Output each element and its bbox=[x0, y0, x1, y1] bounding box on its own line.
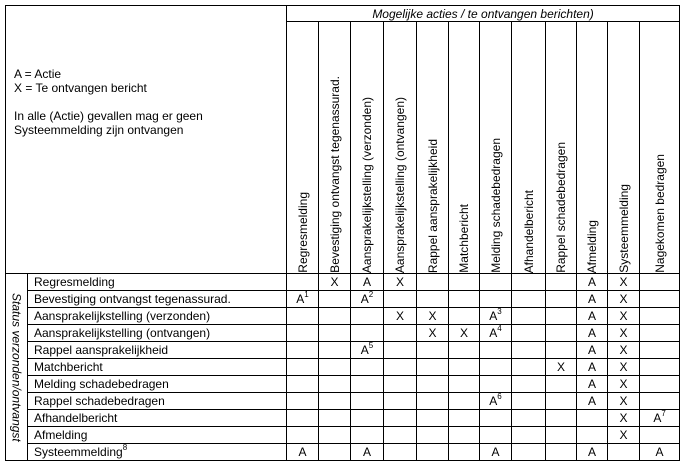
column-header-label: Nagekomen bedragen bbox=[652, 154, 667, 273]
cell-value: X bbox=[619, 292, 628, 306]
matrix-cell bbox=[640, 410, 680, 427]
table-row bbox=[6, 376, 680, 393]
row-label-text: Afmelding bbox=[34, 428, 88, 442]
matrix-cell bbox=[319, 274, 351, 291]
matrix-cell bbox=[512, 410, 546, 427]
row-label-text: Matchbericht bbox=[34, 360, 103, 374]
column-header-label: Regresmelding bbox=[295, 192, 310, 273]
matrix-cell bbox=[449, 393, 480, 410]
column-header-label: Rappel schadebedragen bbox=[554, 142, 568, 273]
matrix-cell bbox=[319, 291, 351, 308]
matrix-cell bbox=[287, 274, 319, 291]
column-header bbox=[287, 22, 319, 274]
matrix-cell bbox=[640, 342, 680, 359]
matrix-cell bbox=[384, 393, 417, 410]
footnote-marker: 5 bbox=[368, 341, 374, 350]
row-label bbox=[28, 359, 287, 376]
actions-header: Mogelijke acties / te ontvangen berichten) bbox=[287, 6, 680, 22]
matrix-cell bbox=[351, 359, 384, 376]
matrix-cell bbox=[608, 325, 640, 342]
column-header bbox=[384, 22, 417, 274]
matrix-cell bbox=[608, 393, 640, 410]
column-header bbox=[546, 22, 577, 274]
matrix-cell bbox=[287, 376, 319, 393]
cell-value: A bbox=[489, 326, 498, 340]
matrix-cell bbox=[319, 376, 351, 393]
column-header-label: Bevestiging ontvangst tegenassurad. bbox=[327, 76, 342, 273]
column-header bbox=[577, 22, 608, 274]
cell-value: A bbox=[587, 394, 596, 408]
cell-value: X bbox=[428, 326, 437, 340]
cell-value: X bbox=[619, 343, 628, 357]
matrix-cell bbox=[577, 444, 608, 461]
matrix-cell bbox=[577, 342, 608, 359]
matrix-cell bbox=[608, 410, 640, 427]
cell-value: A bbox=[587, 326, 596, 340]
matrix-cell bbox=[577, 393, 608, 410]
table-row bbox=[6, 274, 680, 291]
matrix-cell bbox=[287, 359, 319, 376]
matrix-cell bbox=[546, 393, 577, 410]
matrix-cell bbox=[351, 427, 384, 444]
matrix-cell bbox=[512, 291, 546, 308]
matrix-cell bbox=[608, 359, 640, 376]
matrix-cell bbox=[577, 376, 608, 393]
cell-value: X bbox=[619, 275, 628, 289]
matrix-cell bbox=[512, 359, 546, 376]
cell-value: X bbox=[619, 360, 628, 374]
row-label bbox=[28, 444, 287, 461]
matrix-cell bbox=[351, 342, 384, 359]
column-header bbox=[608, 22, 640, 274]
matrix-cell bbox=[577, 325, 608, 342]
column-header-label: Rappel aansprakelijkheid bbox=[425, 138, 440, 273]
matrix-cell bbox=[384, 325, 417, 342]
column-header-label: Afhandelbericht bbox=[521, 189, 536, 273]
row-label-text: Aansprakelijkstelling (verzonden) bbox=[34, 309, 211, 323]
matrix-cell bbox=[480, 444, 512, 461]
status-label-cell bbox=[6, 274, 28, 461]
cell-value: A bbox=[491, 445, 500, 459]
column-header bbox=[480, 22, 512, 274]
footnote-marker: 1 bbox=[304, 290, 309, 299]
matrix-cell bbox=[417, 376, 449, 393]
matrix-cell bbox=[384, 444, 417, 461]
matrix-cell bbox=[512, 427, 546, 444]
column-header bbox=[319, 22, 351, 274]
matrix-cell bbox=[480, 274, 512, 291]
cell-value: A bbox=[587, 343, 596, 357]
matrix-cell bbox=[417, 308, 449, 325]
legend-action: A = Actie bbox=[14, 67, 62, 81]
matrix-cell bbox=[384, 308, 417, 325]
table-row bbox=[6, 444, 680, 461]
status-action-matrix bbox=[5, 5, 680, 461]
matrix-cell bbox=[287, 325, 319, 342]
cell-value: A bbox=[296, 292, 305, 306]
row-label-text: Melding schadebedragen bbox=[34, 377, 169, 391]
table-row bbox=[6, 359, 680, 376]
matrix-cell bbox=[384, 410, 417, 427]
footnote-marker: 8 bbox=[122, 443, 128, 452]
matrix-cell bbox=[319, 444, 351, 461]
matrix-cell bbox=[351, 444, 384, 461]
matrix-cell bbox=[384, 342, 417, 359]
matrix-cell bbox=[449, 376, 480, 393]
legend-note-line2: Systeemmelding zijn ontvangen bbox=[14, 123, 184, 137]
cell-value: A bbox=[360, 292, 369, 306]
legend-cell bbox=[6, 6, 287, 274]
matrix-cell bbox=[577, 359, 608, 376]
matrix-cell bbox=[287, 308, 319, 325]
row-label-text: Regresmelding bbox=[34, 275, 115, 289]
matrix-cell bbox=[287, 444, 319, 461]
matrix-cell bbox=[384, 274, 417, 291]
column-header-label: Aansprakelijkstelling (ontvangen) bbox=[393, 96, 407, 273]
cell-value: A bbox=[362, 445, 371, 459]
matrix-cell bbox=[608, 376, 640, 393]
table-row bbox=[6, 325, 680, 342]
cell-value: X bbox=[330, 275, 339, 289]
matrix-cell bbox=[417, 410, 449, 427]
matrix-cell bbox=[640, 376, 680, 393]
matrix-cell bbox=[577, 291, 608, 308]
matrix-cell bbox=[480, 359, 512, 376]
matrix-cell bbox=[351, 291, 384, 308]
matrix-cell bbox=[608, 342, 640, 359]
matrix-cell bbox=[384, 291, 417, 308]
matrix-cell bbox=[480, 308, 512, 325]
matrix-cell bbox=[512, 325, 546, 342]
matrix-cell bbox=[546, 325, 577, 342]
matrix-cell bbox=[449, 325, 480, 342]
matrix-cell bbox=[449, 274, 480, 291]
cell-value: A bbox=[298, 445, 307, 459]
cell-value: X bbox=[619, 377, 628, 391]
matrix-cell bbox=[640, 444, 680, 461]
matrix-cell bbox=[577, 308, 608, 325]
matrix-cell bbox=[417, 359, 449, 376]
cell-value: X bbox=[459, 326, 468, 340]
matrix-cell bbox=[417, 342, 449, 359]
matrix-cell bbox=[351, 274, 384, 291]
table-row bbox=[6, 342, 680, 359]
matrix-cell bbox=[546, 342, 577, 359]
cell-value: X bbox=[395, 275, 404, 289]
column-header-label: Aansprakelijkstelling (verzonden) bbox=[360, 96, 374, 273]
matrix-cell bbox=[319, 325, 351, 342]
matrix-cell bbox=[546, 427, 577, 444]
matrix-cell bbox=[608, 291, 640, 308]
matrix-cell bbox=[640, 325, 680, 342]
legend-note-line1: In alle (Actie) gevallen mag er geen bbox=[14, 109, 203, 123]
column-header bbox=[512, 22, 546, 274]
matrix-cell bbox=[608, 444, 640, 461]
cell-value: A bbox=[587, 309, 596, 323]
cell-value: A bbox=[587, 360, 596, 374]
cell-value: A bbox=[655, 445, 664, 459]
row-label-text: Systeemmelding bbox=[34, 445, 123, 459]
row-label-text: Rappel aansprakelijkheid bbox=[34, 343, 169, 357]
column-header-label: Afmelding bbox=[585, 219, 599, 273]
cell-value: A bbox=[489, 309, 498, 323]
matrix-cell bbox=[577, 410, 608, 427]
cell-value: X bbox=[619, 394, 628, 408]
matrix-cell bbox=[546, 359, 577, 376]
cell-value: X bbox=[619, 326, 628, 340]
matrix-cell bbox=[480, 325, 512, 342]
matrix-cell bbox=[449, 444, 480, 461]
matrix-cell bbox=[287, 291, 319, 308]
matrix-cell bbox=[546, 274, 577, 291]
cell-value: A bbox=[362, 275, 371, 289]
matrix-cell bbox=[319, 308, 351, 325]
row-label bbox=[28, 325, 287, 342]
footnote-marker: 7 bbox=[661, 409, 666, 418]
matrix-cell bbox=[319, 427, 351, 444]
cell-value: A bbox=[587, 445, 596, 459]
matrix-cell bbox=[417, 325, 449, 342]
matrix-cell bbox=[577, 274, 608, 291]
cell-value: X bbox=[428, 309, 437, 323]
matrix-cell bbox=[640, 393, 680, 410]
cell-value: X bbox=[556, 360, 565, 374]
row-label-text: Rappel schadebedragen bbox=[34, 394, 165, 408]
row-label-text: Aansprakelijkstelling (ontvangen) bbox=[34, 326, 211, 340]
matrix-cell bbox=[351, 325, 384, 342]
column-header bbox=[351, 22, 384, 274]
row-label bbox=[28, 291, 287, 308]
matrix-cell bbox=[480, 376, 512, 393]
legend bbox=[6, 6, 286, 137]
matrix-cell bbox=[608, 274, 640, 291]
legend-message: X = Te ontvangen bericht bbox=[14, 81, 147, 95]
matrix-cell bbox=[512, 444, 546, 461]
matrix-cell bbox=[449, 308, 480, 325]
matrix-cell bbox=[640, 427, 680, 444]
table-row bbox=[6, 291, 680, 308]
matrix-cell bbox=[546, 291, 577, 308]
matrix-cell bbox=[512, 376, 546, 393]
row-label-text: Bevestiging ontvangst tegenassurad. bbox=[34, 292, 231, 306]
matrix-cell bbox=[417, 291, 449, 308]
matrix-cell bbox=[480, 342, 512, 359]
column-header bbox=[449, 22, 480, 274]
matrix-cell bbox=[351, 376, 384, 393]
footnote-marker: 4 bbox=[497, 324, 502, 333]
footnote-marker: 6 bbox=[497, 392, 502, 401]
footnote-marker: 3 bbox=[497, 307, 502, 316]
matrix-cell bbox=[480, 427, 512, 444]
cell-value: A bbox=[587, 377, 596, 391]
status-label: Status verzonden/ontvangst bbox=[9, 292, 24, 442]
table-row bbox=[6, 308, 680, 325]
matrix-cell bbox=[417, 444, 449, 461]
matrix-cell bbox=[319, 359, 351, 376]
matrix-cell bbox=[480, 410, 512, 427]
matrix-cell bbox=[640, 274, 680, 291]
matrix-cell bbox=[512, 342, 546, 359]
matrix-cell bbox=[546, 444, 577, 461]
matrix-cell bbox=[319, 342, 351, 359]
matrix-cell bbox=[512, 274, 546, 291]
matrix-cell bbox=[384, 427, 417, 444]
matrix-cell bbox=[640, 291, 680, 308]
row-label bbox=[28, 410, 287, 427]
row-label bbox=[28, 393, 287, 410]
matrix-cell bbox=[449, 342, 480, 359]
row-label-text: Afhandelbericht bbox=[34, 411, 118, 425]
matrix-cell bbox=[480, 393, 512, 410]
table-row bbox=[6, 393, 680, 410]
matrix-cell bbox=[417, 274, 449, 291]
column-header-label: Matchbericht bbox=[457, 204, 471, 273]
cell-value: A bbox=[360, 343, 369, 357]
column-header bbox=[640, 22, 680, 274]
matrix-cell bbox=[351, 308, 384, 325]
matrix-cell bbox=[546, 410, 577, 427]
cell-value: A bbox=[587, 275, 596, 289]
matrix-cell bbox=[546, 308, 577, 325]
row-label bbox=[28, 427, 287, 444]
cell-value: X bbox=[619, 428, 628, 442]
matrix-cell bbox=[449, 359, 480, 376]
cell-value: A bbox=[653, 411, 662, 425]
matrix-cell bbox=[384, 359, 417, 376]
row-label bbox=[28, 274, 287, 291]
matrix-cell bbox=[417, 393, 449, 410]
matrix-cell bbox=[512, 393, 546, 410]
matrix-cell bbox=[287, 410, 319, 427]
footnote-marker: 2 bbox=[368, 290, 374, 299]
cell-value: A bbox=[587, 292, 596, 306]
column-header-label: Systeemmelding bbox=[616, 184, 631, 273]
row-label bbox=[28, 308, 287, 325]
row-label bbox=[28, 342, 287, 359]
column-header bbox=[417, 22, 449, 274]
matrix-cell bbox=[449, 291, 480, 308]
matrix-cell bbox=[480, 291, 512, 308]
matrix-cell bbox=[449, 427, 480, 444]
matrix-cell bbox=[319, 410, 351, 427]
matrix-cell bbox=[577, 427, 608, 444]
matrix-cell bbox=[351, 410, 384, 427]
matrix-cell bbox=[512, 308, 546, 325]
matrix-cell bbox=[417, 427, 449, 444]
table-row bbox=[6, 410, 680, 427]
matrix-cell bbox=[351, 393, 384, 410]
matrix-cell bbox=[287, 393, 319, 410]
matrix-cell bbox=[287, 342, 319, 359]
table-row bbox=[6, 427, 680, 444]
matrix-cell bbox=[608, 308, 640, 325]
cell-value: X bbox=[619, 411, 628, 425]
matrix-cell bbox=[287, 427, 319, 444]
column-header-label: Melding schadebedragen bbox=[488, 138, 503, 273]
matrix-cell bbox=[319, 393, 351, 410]
matrix-cell bbox=[384, 376, 417, 393]
cell-value: X bbox=[619, 309, 628, 323]
matrix-cell bbox=[608, 427, 640, 444]
row-label bbox=[28, 376, 287, 393]
matrix-cell bbox=[640, 308, 680, 325]
cell-value: X bbox=[395, 309, 404, 323]
cell-value: A bbox=[489, 394, 498, 408]
matrix-cell bbox=[449, 410, 480, 427]
matrix-cell bbox=[546, 376, 577, 393]
matrix-cell bbox=[640, 359, 680, 376]
